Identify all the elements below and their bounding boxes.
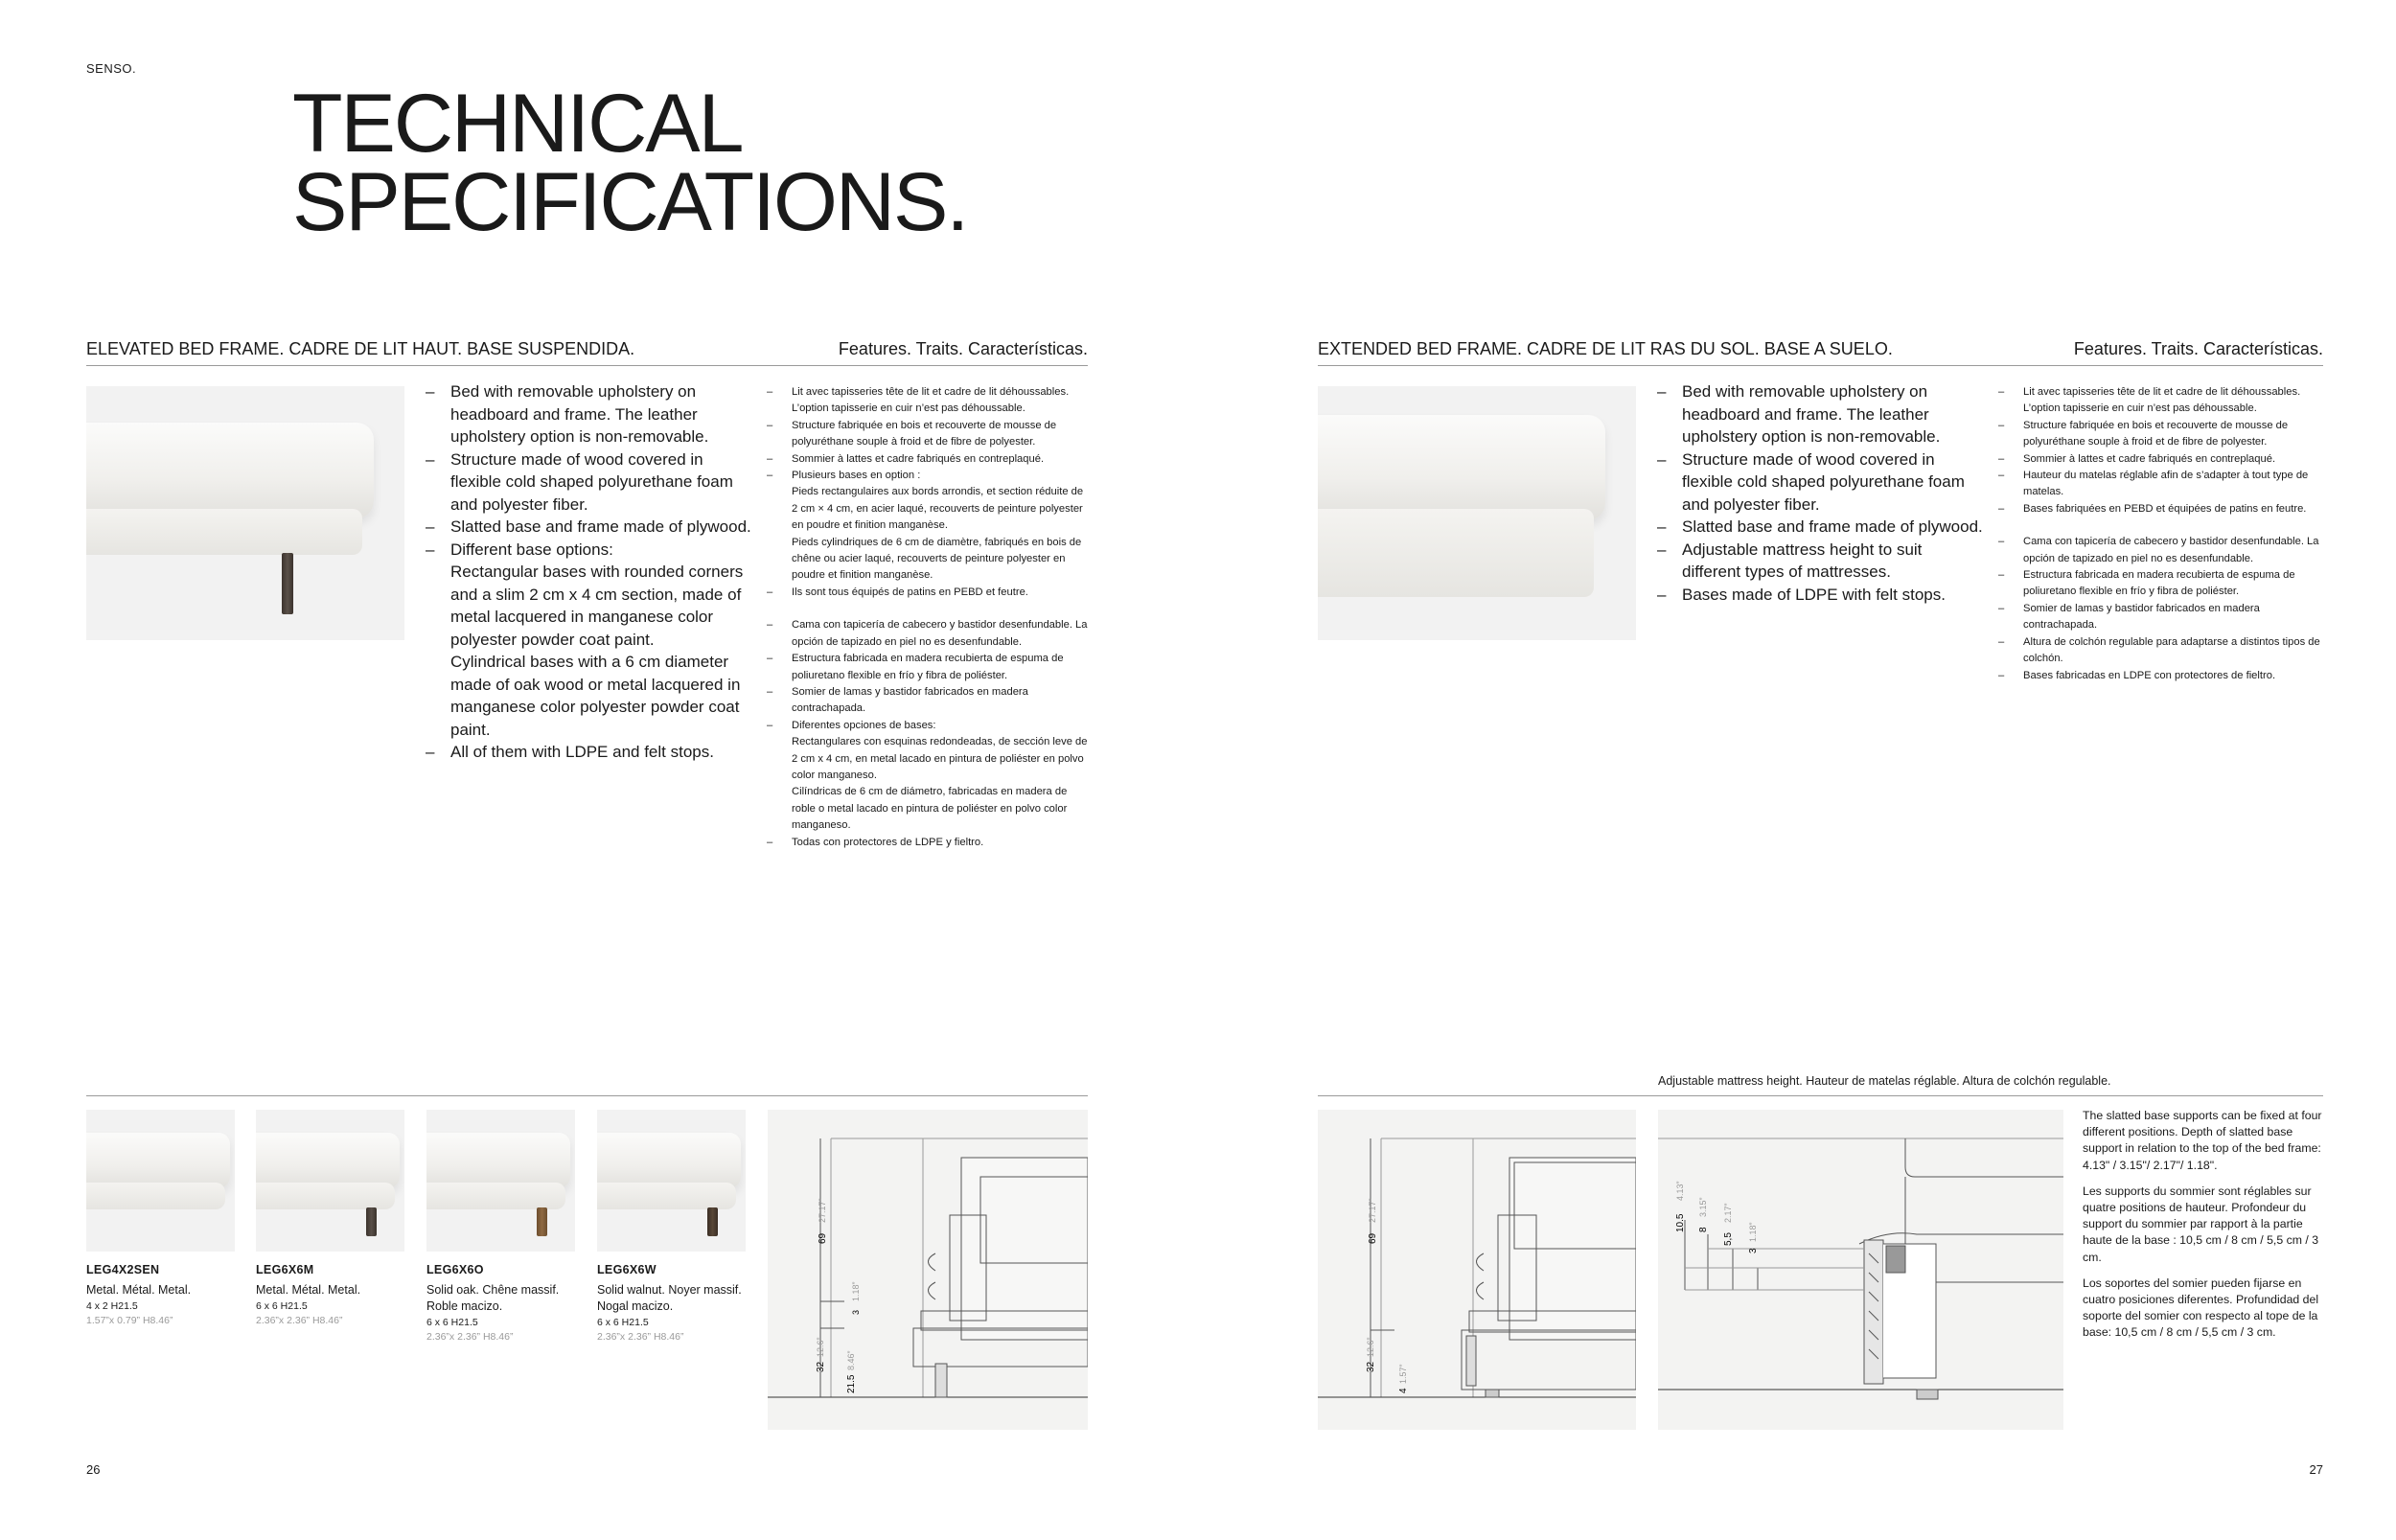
left-heading-rule xyxy=(86,365,1088,366)
feature-es-item: – Diferentes opciones de bases: Rectangulares con esquinas redondeadas, de sección leve de 2 cm x 4 cm, en metal lacado en pintura de poliéster en polvo color manganeso. Cilíndricas de 6 cm de diámetro, fabricadas en madera de roble o metal lacado en pintura de poliéster en polvo color manganeso. xyxy=(767,718,1088,835)
feature-fr-item: – Plusieurs bases en option : Pieds rectangulaires aux bords arrondis, et section réduite de 2 cm × 4 cm, en acier laqué, recouverts de peinture polyester en poudre et finition manganèse. Pieds cylindriques de 6 cm de diamètre, fabriqués en bois de chêne ou acier laqué, recouverts de peinture polyester en poudre et finition manganèse. xyxy=(767,468,1088,585)
feature-en-item: – Different base options: Rectangular bases with rounded corners and a slim 2 cm x 4 cm section, made of metal lacquered in manganese color polyester powder coat paint. Cylindrical bases with a 6 cm diameter made of oak wood or metal lacquered in manganese color polyester powder coat paint. xyxy=(426,539,751,742)
feature-fr-item: – Sommier à lattes et cadre fabriqués en contreplaqué. xyxy=(1998,451,2324,468)
base-size: 6 x 6 H21.5 xyxy=(597,1317,649,1328)
base-size: 6 x 6 H21.5 xyxy=(256,1300,308,1312)
dim-frame-height-in: 12.6” xyxy=(816,1337,825,1357)
page-title xyxy=(292,78,968,248)
feature-fr-item: – Lit avec tapisseries tête de lit et cadre de lit déhoussables. L’option tapisserie en cuir n’est pas déhoussable. xyxy=(1998,384,2324,418)
slat-support-detail-svg xyxy=(1658,1110,2063,1430)
right-features-en xyxy=(1657,380,1983,606)
feature-es-item: – Estructura fabricada en madera recubierta de espuma de poliuretano flexible en frío y fibra de poliéster. xyxy=(767,651,1088,684)
right-bottom-rule xyxy=(1318,1095,2323,1096)
left-bases-rule xyxy=(86,1095,1088,1096)
feature-en-item: – Bed with removable upholstery on headboard and frame. The leather upholstery option is non-removable. xyxy=(1657,380,1983,448)
base-photo-leg6x6o xyxy=(426,1110,575,1252)
base-size: 6 x 6 H21.5 xyxy=(426,1317,478,1328)
note-fr: Les supports du sommier sont réglables sur quatre positions de hauteur. Profondeur du support du sommier par rapport à la partie haute de la base : 10,5 cm / 8 cm / 5,5 cm / 3 cm. xyxy=(2083,1184,2319,1264)
feature-en-item: – Adjustable mattress height to suit different types of mattresses. xyxy=(1657,539,1983,584)
dim-frame-height: 32 xyxy=(816,1361,826,1372)
right-features-fr-es xyxy=(1998,384,2324,684)
dim-base-height: 4 xyxy=(1398,1388,1409,1393)
dim-height-total: 69 xyxy=(1368,1232,1378,1244)
base-photo-leg6x6w xyxy=(597,1110,746,1252)
feature-es-item: – Cama con tapicería de cabecero y bastidor desenfundable. La opción de tapizado en piel no es desenfundable. xyxy=(767,617,1088,651)
adjustable-height-label: Adjustable mattress height. Hauteur de matelas réglable. Altura de colchón regulable. xyxy=(1658,1074,2111,1088)
feature-es-item: – Somier de lamas y bastidor fabricados en madera contrachapada. xyxy=(767,684,1088,718)
feature-en-item: – Slatted base and frame made of plywood. xyxy=(1657,516,1983,539)
extended-bed-photo xyxy=(1318,386,1636,640)
feature-fr-item: – Structure fabriquée en bois et recouverte de mousse de polyuréthane souple à froid et de fibre de polyester. xyxy=(767,418,1088,451)
feature-fr-item: – Hauteur du matelas réglable afin de s’adapter à tout type de matelas. xyxy=(1998,468,2324,501)
feature-es-item: – Cama con tapicería de cabecero y bastidor desenfundable. La opción de tapizado en piel no es desenfundable. xyxy=(1998,534,2324,567)
note-en: The slatted base supports can be fixed at four different positions. Depth of slatted base support in relation to the top of the bed frame: 4.13" / 3.15"/ 2.17"/ 1.18". xyxy=(2083,1109,2322,1172)
base-size-inches: 2.36”x 2.36” H8.46” xyxy=(597,1331,684,1343)
base-code: LEG6X6M xyxy=(256,1263,314,1276)
dim-depth-3-in: 2.17” xyxy=(1723,1203,1733,1223)
left-features-en xyxy=(426,380,751,764)
base-size-inches: 1.57”x 0.79” H8.46” xyxy=(86,1315,173,1326)
base-code: LEG6X6W xyxy=(597,1263,657,1276)
base-card-leg6x6o xyxy=(426,1263,585,1343)
slat-support-detail-drawing xyxy=(1658,1110,2063,1430)
feature-es-item: – Todas con protectores de LDPE y fieltro. xyxy=(767,835,1088,851)
dim-frame-height: 32 xyxy=(1366,1361,1376,1372)
feature-es-item: – Altura de colchón regulable para adaptarse a distintos tipos de colchón. xyxy=(1998,634,2324,668)
dim-base-height-in: 1.57” xyxy=(1398,1364,1408,1384)
extended-bed-drawing-svg xyxy=(1318,1110,1636,1430)
feature-en-item: – Bed with removable upholstery on headboard and frame. The leather upholstery option is non-removable. xyxy=(426,380,751,448)
base-size-inches: 2.36”x 2.36” H8.46” xyxy=(426,1331,514,1343)
extended-bed-drawing xyxy=(1318,1110,1636,1430)
brand-label: SENSO. xyxy=(86,61,137,76)
dim-height-total-in: 27.17” xyxy=(1368,1198,1377,1223)
dim-depth-2: 8 xyxy=(1698,1227,1709,1232)
feature-es-item: – Estructura fabricada en madera recubierta de espuma de poliuretano flexible en frío y fibra de poliéster. xyxy=(1998,567,2324,601)
feature-en-item: – Structure made of wood covered in flexible cold shaped polyurethane foam and polyester fiber. xyxy=(1657,448,1983,517)
left-features-label: Features. Traits. Características. xyxy=(838,339,1088,358)
feature-en-item: – Structure made of wood covered in flexible cold shaped polyurethane foam and polyester fiber. xyxy=(426,448,751,517)
feature-es-item: – Bases fabricadas en LDPE con protectores de fieltro. xyxy=(1998,668,2324,684)
base-material: Metal. Métal. Metal. xyxy=(256,1283,361,1297)
dim-depth-3: 5,5 xyxy=(1723,1232,1734,1246)
base-size-inches: 2.36”x 2.36” H8.46” xyxy=(256,1315,343,1326)
feature-en-item: – Bases made of LDPE with felt stops. xyxy=(1657,584,1983,607)
base-code: LEG4X2SEN xyxy=(86,1263,160,1276)
feature-fr-item: – Structure fabriquée en bois et recouverte de mousse de polyuréthane souple à froid et de fibre de polyester. xyxy=(1998,418,2324,451)
base-photo-leg4x2sen xyxy=(86,1110,235,1252)
feature-es-item: – Somier de lamas y bastidor fabricados en madera contrachapada. xyxy=(1998,601,2324,634)
base-photo-leg6x6m xyxy=(256,1110,404,1252)
dim-height-total: 69 xyxy=(818,1232,828,1244)
right-heading-rule xyxy=(1318,365,2323,366)
dim-frame-height-in: 12.6” xyxy=(1366,1337,1375,1357)
feature-fr-item: – Lit avec tapisseries tête de lit et cadre de lit déhoussables. L’option tapisserie en cuir n’est pas déhoussable. xyxy=(767,384,1088,418)
base-card-leg4x2sen xyxy=(86,1263,244,1326)
page-title-line-2: SPECIFICATIONS. xyxy=(292,156,968,248)
left-section-heading: ELEVATED BED FRAME. CADRE DE LIT HAUT. BASE SUSPENDIDA. xyxy=(86,339,635,358)
base-card-leg6x6m xyxy=(256,1263,414,1326)
page-number-right: 27 xyxy=(2309,1462,2323,1477)
page-number-left: 26 xyxy=(86,1462,101,1477)
dim-slat-depth: 3 xyxy=(851,1309,861,1315)
page-title-line-1: TECHNICAL xyxy=(292,78,743,170)
feature-fr-item: – Ils sont tous équipés de patins en PEBD et feutre. xyxy=(767,585,1088,601)
feature-fr-item: – Sommier à lattes et cadre fabriqués en contreplaqué. xyxy=(767,451,1088,468)
dim-height-total-in: 27.17” xyxy=(818,1198,827,1223)
feature-fr-item: – Bases fabriquées en PEBD et équipées de patins en feutre. xyxy=(1998,501,2324,517)
right-features-label: Features. Traits. Características. xyxy=(2073,339,2323,358)
base-card-leg6x6w xyxy=(597,1263,755,1343)
dim-slat-depth-in: 1.18” xyxy=(851,1281,861,1301)
slat-support-notes xyxy=(2083,1108,2324,1342)
dim-depth-1-in: 4.13” xyxy=(1675,1181,1685,1201)
base-material: Solid walnut. Noyer massif. Nogal macizo. xyxy=(597,1283,742,1313)
elevated-bed-drawing-svg xyxy=(768,1110,1088,1430)
feature-en-item: – Slatted base and frame made of plywood. xyxy=(426,516,751,539)
dim-leg-height: 21.5 xyxy=(846,1374,857,1393)
dim-leg-height-in: 8.46” xyxy=(846,1350,856,1370)
elevated-bed-photo xyxy=(86,386,404,640)
dim-depth-2-in: 3.15” xyxy=(1698,1197,1708,1217)
right-section-heading: EXTENDED BED FRAME. CADRE DE LIT RAS DU SOL. BASE A SUELO. xyxy=(1318,339,1893,358)
feature-en-item: – All of them with LDPE and felt stops. xyxy=(426,741,751,764)
dim-depth-1: 10.5 xyxy=(1675,1213,1686,1232)
elevated-bed-drawing xyxy=(768,1110,1088,1430)
dim-depth-4: 3 xyxy=(1748,1248,1759,1253)
base-material: Metal. Métal. Metal. xyxy=(86,1283,192,1297)
dim-depth-4-in: 1.18” xyxy=(1748,1222,1758,1242)
note-es: Los soportes del somier pueden fijarse en cuatro posiciones diferentes. Profundidad del soporte del somier con respecto al tope de la base: 10,5 cm / 8 cm / 5,5 cm / 3 cm. xyxy=(2083,1276,2319,1340)
base-code: LEG6X6O xyxy=(426,1263,484,1276)
left-features-fr-es xyxy=(767,384,1088,851)
base-material: Solid oak. Chêne massif. Roble macizo. xyxy=(426,1283,560,1313)
base-size: 4 x 2 H21.5 xyxy=(86,1300,138,1312)
